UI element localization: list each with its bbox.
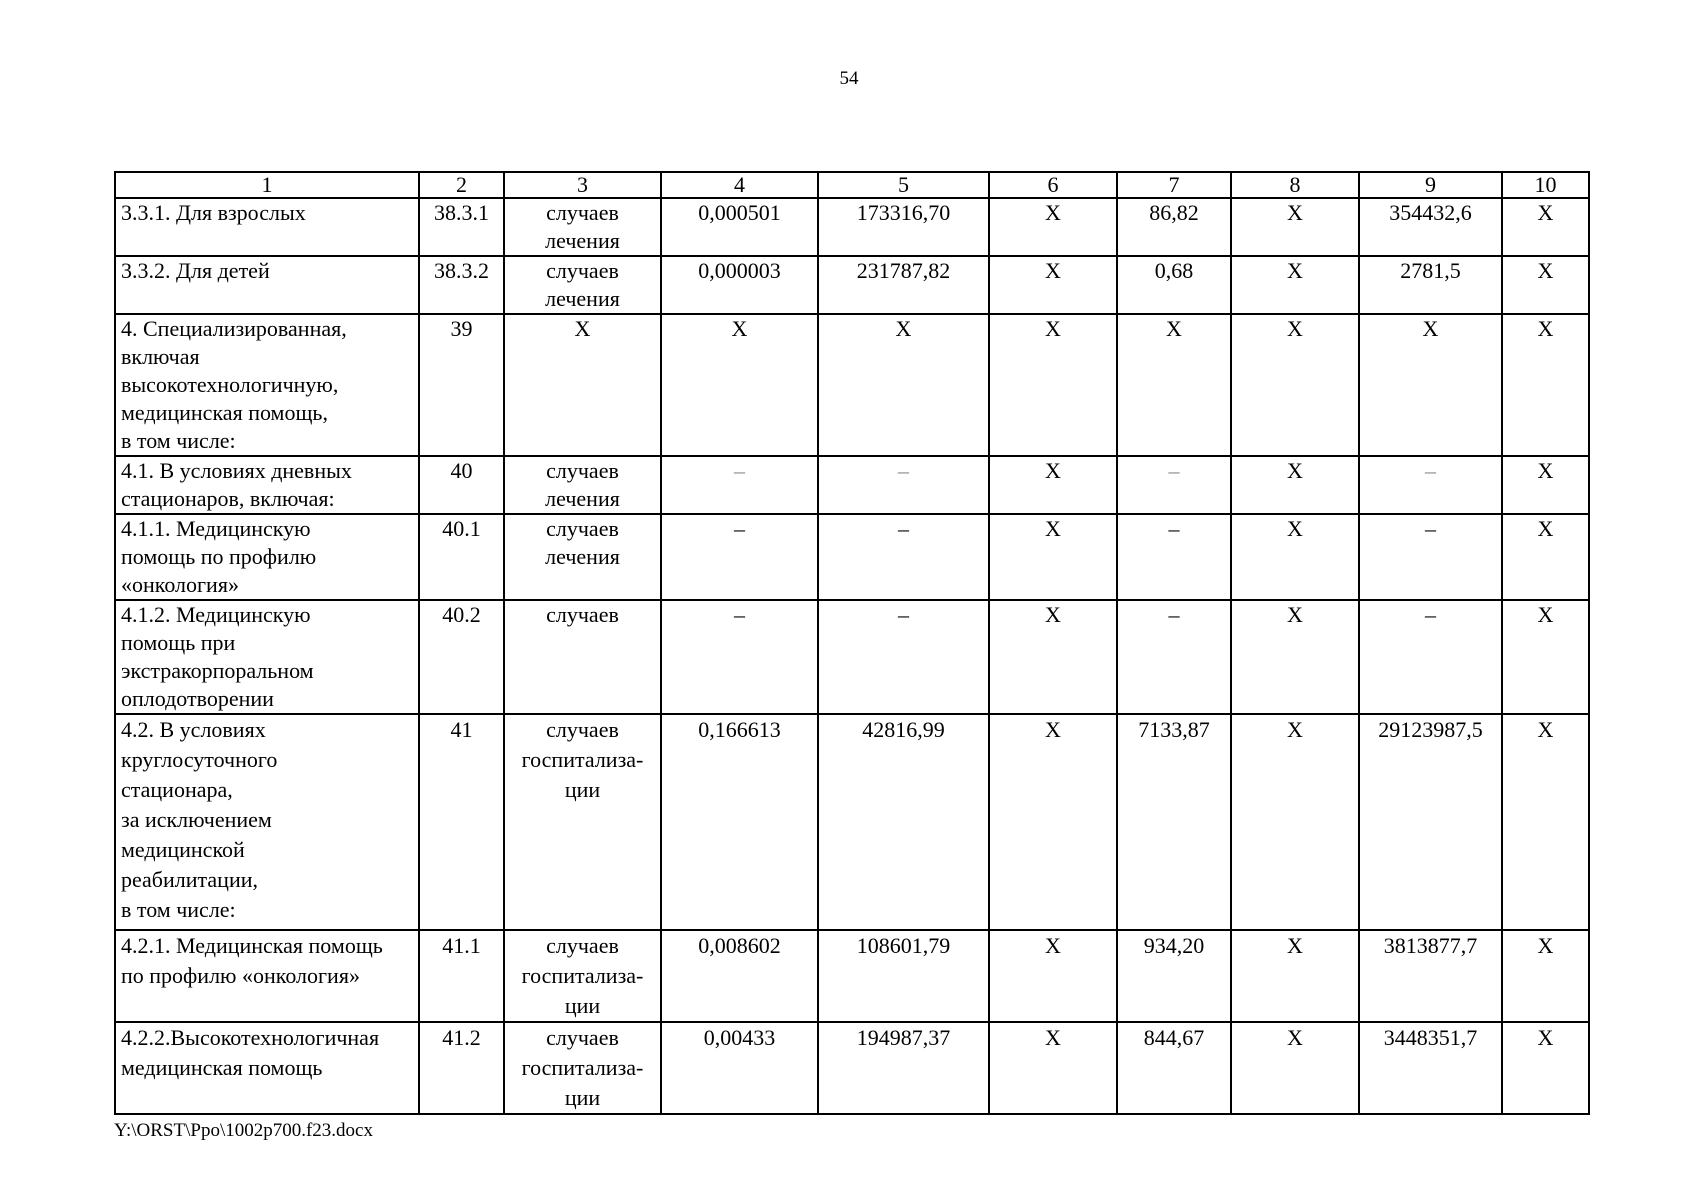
- row-cell: 7133,87: [1117, 714, 1231, 930]
- row-unit: случаев лечения: [504, 198, 661, 256]
- table-row: [115, 714, 1589, 930]
- row-cell: Х: [1502, 600, 1589, 714]
- row-name: 4.1.2. Медицинскую помощь при экстракорпоральном оплодотворении: [115, 600, 419, 714]
- row-code: 41: [419, 714, 504, 930]
- row-cell: 2781,5: [1359, 256, 1502, 314]
- table-row: [115, 256, 1589, 314]
- table-header-row: [115, 172, 1589, 198]
- row-cell: 173316,70: [818, 198, 989, 256]
- row-cell: Х: [1502, 714, 1589, 930]
- row-cell: 934,20: [1117, 930, 1231, 1022]
- row-cell: –: [818, 600, 989, 714]
- row-cell: Х: [1231, 930, 1359, 1022]
- row-unit: случаев госпитализа- ции: [504, 714, 661, 930]
- row-name: 4.1.1. Медицинскую помощь по профилю «онкология»: [115, 514, 419, 600]
- row-name: 4.1. В условиях дневных стационаров, включая:: [115, 456, 419, 514]
- row-cell: Х: [1502, 1022, 1589, 1114]
- row-unit: случаев лечения: [504, 514, 661, 600]
- row-code: 41.2: [419, 1022, 504, 1114]
- row-code: 38.3.1: [419, 198, 504, 256]
- table-row: [115, 314, 1589, 456]
- row-cell: 194987,37: [818, 1022, 989, 1114]
- row-cell: Х: [989, 456, 1117, 514]
- file-path-footer: Y:\ORST\Ppo\1002p700.f23.docx: [114, 1120, 373, 1141]
- row-cell: Х: [989, 1022, 1117, 1114]
- row-cell: 354432,6: [1359, 198, 1502, 256]
- row-name: 4.2.1. Медицинская помощь по профилю «онкология»: [115, 930, 419, 1022]
- table-row: [115, 456, 1589, 514]
- row-cell: 0,000501: [661, 198, 818, 256]
- row-cell: –: [1359, 600, 1502, 714]
- header-cell: 8: [1231, 172, 1359, 198]
- row-unit: Х: [504, 314, 661, 456]
- row-cell: Х: [1502, 256, 1589, 314]
- row-cell: Х: [1359, 314, 1502, 456]
- header-cell: 4: [661, 172, 818, 198]
- row-name: 4. Специализированная, включая высокотехнологичную, медицинская помощь, в том числе:: [115, 314, 419, 456]
- header-cell: 5: [818, 172, 989, 198]
- row-cell: 3813877,7: [1359, 930, 1502, 1022]
- header-cell: 10: [1502, 172, 1589, 198]
- row-cell: Х: [1502, 198, 1589, 256]
- row-cell: Х: [989, 600, 1117, 714]
- row-code: 39: [419, 314, 504, 456]
- row-cell: –: [1359, 456, 1502, 514]
- row-cell: 844,67: [1117, 1022, 1231, 1114]
- row-cell: Х: [1231, 514, 1359, 600]
- row-cell: Х: [989, 256, 1117, 314]
- row-code: 40: [419, 456, 504, 514]
- row-cell: –: [818, 456, 989, 514]
- row-unit: случаев госпитализа- ции: [504, 930, 661, 1022]
- row-cell: Х: [1231, 600, 1359, 714]
- row-cell: 86,82: [1117, 198, 1231, 256]
- row-cell: Х: [989, 314, 1117, 456]
- row-cell: Х: [1502, 514, 1589, 600]
- row-cell: –: [1359, 514, 1502, 600]
- row-cell: Х: [1231, 198, 1359, 256]
- row-cell: –: [1117, 456, 1231, 514]
- row-cell: 0,166613: [661, 714, 818, 930]
- row-name: 3.3.2. Для детей: [115, 256, 419, 314]
- header-cell: 6: [989, 172, 1117, 198]
- row-cell: Х: [818, 314, 989, 456]
- row-cell: Х: [989, 198, 1117, 256]
- row-unit: случаев лечения: [504, 456, 661, 514]
- row-cell: Х: [1231, 714, 1359, 930]
- row-cell: 108601,79: [818, 930, 989, 1022]
- row-cell: Х: [1502, 314, 1589, 456]
- row-cell: –: [661, 514, 818, 600]
- row-cell: Х: [661, 314, 818, 456]
- row-cell: Х: [1502, 930, 1589, 1022]
- row-cell: 0,68: [1117, 256, 1231, 314]
- row-code: 41.1: [419, 930, 504, 1022]
- row-cell: 0,008602: [661, 930, 818, 1022]
- row-cell: –: [818, 514, 989, 600]
- row-cell: Х: [1231, 256, 1359, 314]
- row-cell: –: [1117, 514, 1231, 600]
- row-cell: 231787,82: [818, 256, 989, 314]
- row-cell: 3448351,7: [1359, 1022, 1502, 1114]
- row-code: 40.2: [419, 600, 504, 714]
- row-code: 38.3.2: [419, 256, 504, 314]
- row-code: 40.1: [419, 514, 504, 600]
- row-cell: Х: [989, 714, 1117, 930]
- row-cell: Х: [1231, 456, 1359, 514]
- header-cell: 3: [504, 172, 661, 198]
- table-row: [115, 514, 1589, 600]
- row-cell: 42816,99: [818, 714, 989, 930]
- row-cell: Х: [989, 514, 1117, 600]
- row-name: 4.2.2.Высокотехнологичная медицинская помощь: [115, 1022, 419, 1114]
- row-unit: случаев госпитализа- ции: [504, 1022, 661, 1114]
- row-cell: Х: [989, 930, 1117, 1022]
- row-cell: 29123987,5: [1359, 714, 1502, 930]
- row-name: 3.3.1. Для взрослых: [115, 198, 419, 256]
- row-cell: Х: [1231, 1022, 1359, 1114]
- row-cell: Х: [1231, 314, 1359, 456]
- row-cell: –: [1117, 600, 1231, 714]
- row-unit: случаев лечения: [504, 256, 661, 314]
- header-cell: 7: [1117, 172, 1231, 198]
- header-cell: 2: [419, 172, 504, 198]
- header-cell: 1: [115, 172, 419, 198]
- table-row: [115, 198, 1589, 256]
- row-name: 4.2. В условиях круглосуточного стационара, за исключением медицинской реабилитации, в том числе:: [115, 714, 419, 930]
- row-unit: случаев: [504, 600, 661, 714]
- table-row: [115, 600, 1589, 714]
- row-cell: Х: [1117, 314, 1231, 456]
- page-number: 54: [839, 68, 859, 89]
- row-cell: –: [661, 600, 818, 714]
- data-table: [114, 171, 1590, 1115]
- header-cell: 9: [1359, 172, 1502, 198]
- row-cell: 0,00433: [661, 1022, 818, 1114]
- row-cell: Х: [1502, 456, 1589, 514]
- table-row: [115, 930, 1589, 1022]
- row-cell: 0,000003: [661, 256, 818, 314]
- row-cell: –: [661, 456, 818, 514]
- table-row: [115, 1022, 1589, 1114]
